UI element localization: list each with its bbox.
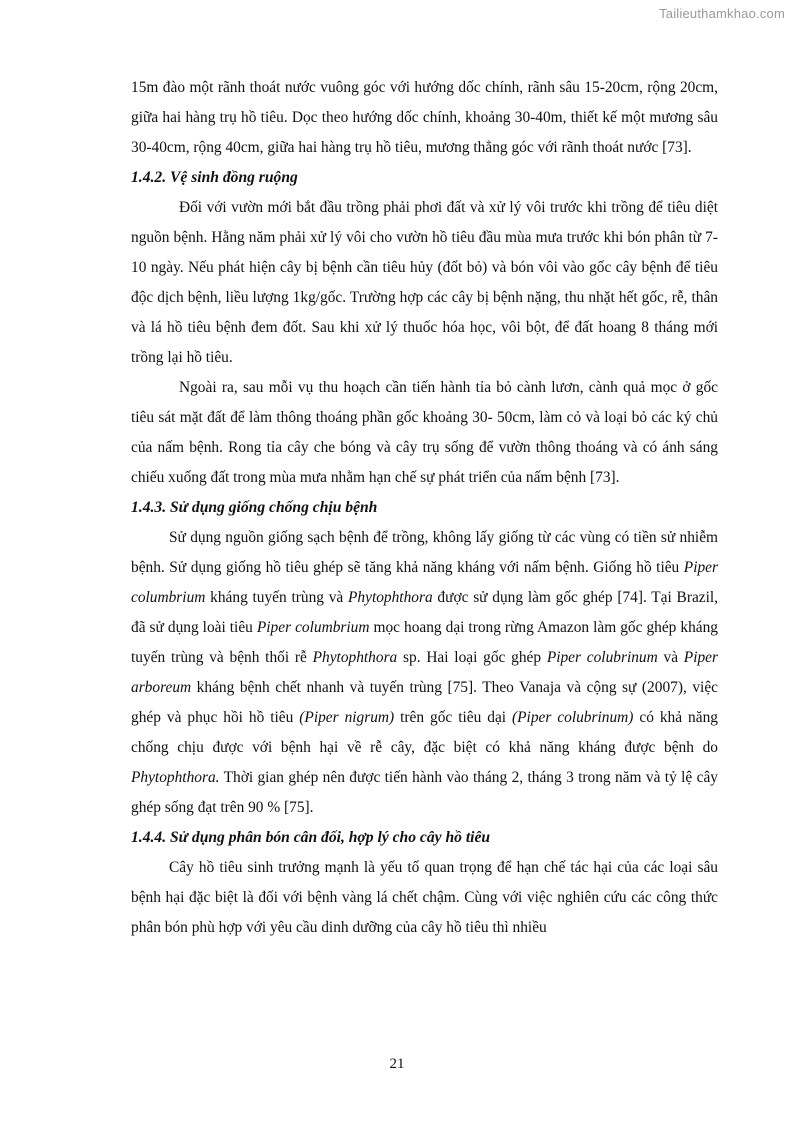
page-number: 21: [389, 1056, 405, 1072]
document-body: [131, 73, 718, 943]
watermark: Tailieuthamkhao.com: [659, 6, 785, 21]
paragraph-drainage: 15m đào một rãnh thoát nước vuông góc với hướng dốc chính, rãnh sâu 15-20cm, rộng 20cm, giữa hai hàng trụ hồ tiêu. Dọc theo hướng dốc chính, khoảng 30-40m, thiết kế một mương sâu 30-40cm, rộng 40cm, giữa hai hàng trụ hồ tiêu, mương thẳng góc với rãnh thoát nước [73].: [131, 79, 718, 156]
heading-1-4-3: 1.4.3. Sử dụng giống chống chịu bệnh: [131, 499, 378, 516]
heading-1-4-2: 1.4.2. Vệ sinh đồng ruộng: [131, 169, 298, 186]
paragraph-fertilizer: Cây hồ tiêu sinh trưởng mạnh là yếu tố quan trọng để hạn chế tác hại của các loại sâu bệnh hại đặc biệt là đối với bệnh vàng lá chết chậm. Cùng với việc nghiên cứu các công thức phân bón phù hợp với yêu cầu dinh dưỡng của cây hồ tiêu thì nhiều: [131, 859, 718, 936]
paragraph-pruning: Ngoài ra, sau mỗi vụ thu hoạch cần tiến hành tỉa bỏ cành lươn, cành quả mọc ở gốc tiêu sát mặt đất để làm thông thoáng phần gốc khoảng 30- 50cm, làm cỏ và loại bỏ các ký chủ của nấm bệnh. Rong tỉa cây che bóng và cây trụ sống để vườn thông thoáng và có ánh sáng chiếu xuống đất trong mùa mưa nhằm hạn chế sự phát triển của nấm bệnh [73].: [131, 379, 718, 486]
paragraph-field-sanitation: Đối với vườn mới bắt đầu trồng phải phơi đất và xử lý vôi trước khi trồng để tiêu diệt nguồn bệnh. Hằng năm phải xử lý vôi cho vườn hồ tiêu đầu mùa mưa trước khi bón phân từ 7-10 ngày. Nếu phát hiện cây bị bệnh cần tiêu hủy (đốt bỏ) và bón vôi vào gốc cây bệnh để tiêu độc dịch bệnh, liều lượng 1kg/gốc. Trường hợp các cây bị bệnh nặng, thu nhặt hết gốc, rễ, thân và lá hồ tiêu bệnh đem đốt. Sau khi xử lý thuốc hóa học, vôi bột, để đất hoang 8 tháng mới trồng lại hồ tiêu.: [131, 199, 718, 366]
paragraph-resistant-varieties: Sử dụng nguồn giống sạch bệnh để trồng, không lấy giống từ các vùng có tiền sử nhiễm bệnh. Sử dụng giống hồ tiêu ghép sẽ tăng khả năng kháng với nấm bệnh. Giống hồ tiêu Piper columbrium kháng tuyến trùng và Phytophthora được sử dụng làm gốc ghép [74]. Tại Brazil, đã sử dụng loài tiêu Piper columbrium mọc hoang dại trong rừng Amazon làm gốc ghép kháng tuyến trùng và bệnh thối rễ Phytophthora sp. Hai loại gốc ghép Piper colubrinum và Piper arboreum kháng bệnh chết nhanh và tuyến trùng [75]. Theo Vanaja và cộng sự (2007), việc ghép và phục hồi hồ tiêu (Piper nigrum) trên gốc tiêu dại (Piper colubrinum) có khả năng chống chịu được với bệnh hại về rễ cây, đặc biệt có khả năng kháng được bệnh do Phytophthora. Thời gian ghép nên được tiến hành vào tháng 2, tháng 3 trong năm và tỷ lệ cây ghép sống đạt trên 90 % [75].: [131, 529, 719, 816]
heading-1-4-4: 1.4.4. Sử dụng phân bón cân đối, hợp lý cho cây hồ tiêu: [131, 829, 491, 846]
